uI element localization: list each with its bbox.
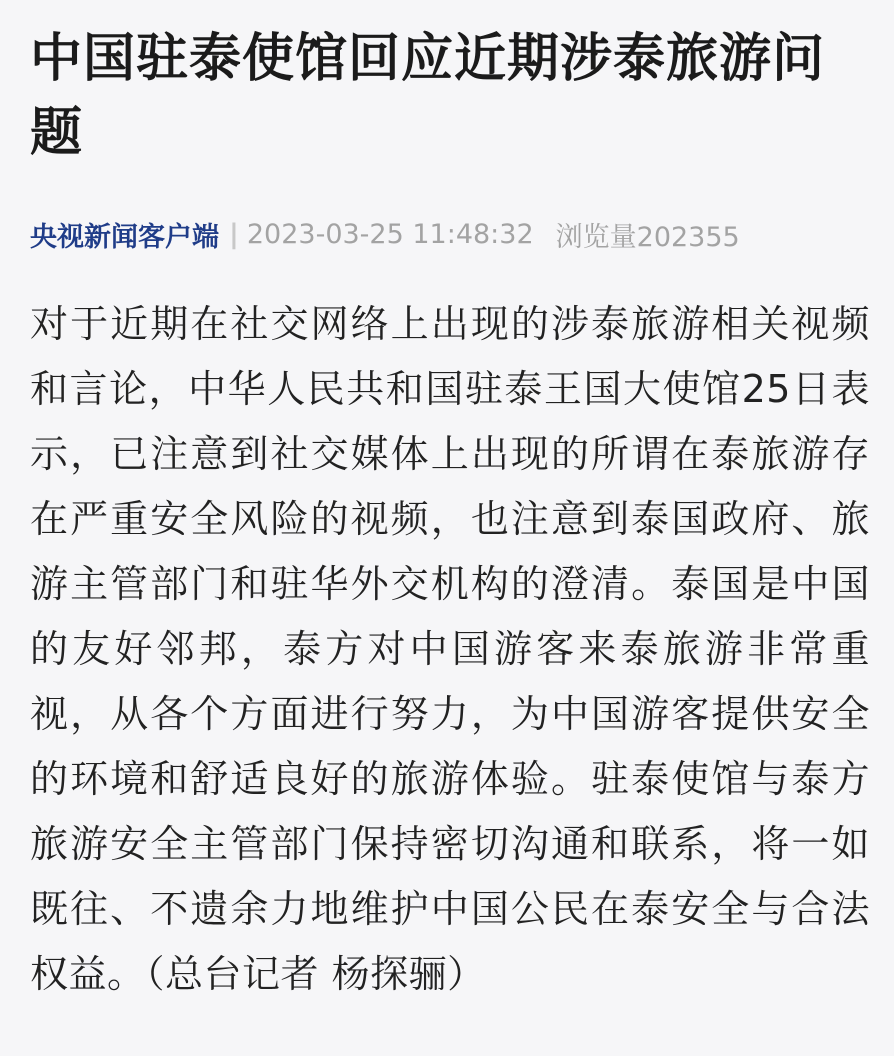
article-body xyxy=(30,292,870,1007)
article-meta xyxy=(30,214,870,254)
meta-separator: | xyxy=(229,218,239,250)
article-title: 中国驻泰使馆回应近期涉泰旅游问题 xyxy=(30,29,826,163)
source-name[interactable]: 央视新闻客户端 xyxy=(30,221,219,253)
publish-datetime: 2023-03-25 11:48:32 xyxy=(246,218,534,250)
view-count: 浏览量202355 xyxy=(555,221,740,253)
body-paragraph: 对于近期在社交网络上出现的涉泰旅游相关视频和言论，中华人民共和国驻泰王国大使馆25日表示，已注意到社交媒体上出现的所谓在泰旅游存在严重安全风险的视频，也注意到泰国政府、旅游主管部门和驻华外交机构的澄清。泰国是中国的友好邻邦，泰方对中国游客来泰旅游非常重视，从各个方面进行努力，为中国游客提供安全的环境和舒适良好的旅游体验。驻泰使馆与泰方旅游安全主管部门保持密切沟通和联系，将一如既往、不遗余力地维护中国公民在泰安全与合法权益。（总台记者 杨探骊） xyxy=(30,302,870,996)
